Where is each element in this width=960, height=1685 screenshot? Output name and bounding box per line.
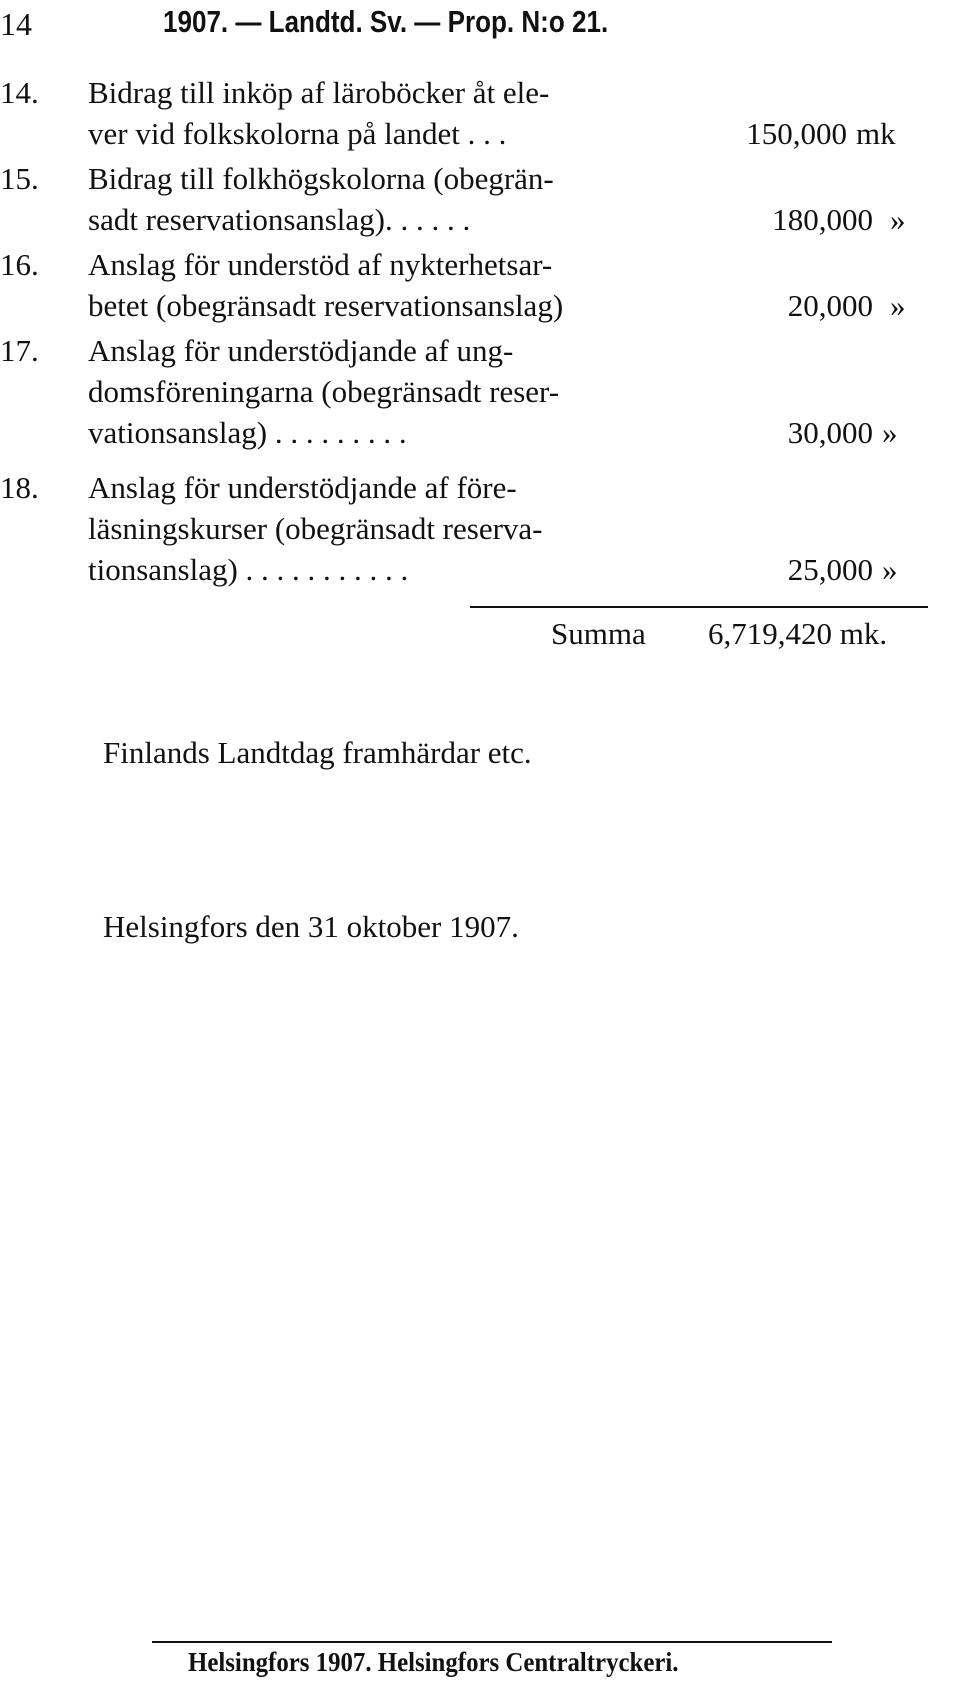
footer-rule — [152, 1641, 832, 1643]
item-text-line: sadt reservationsanslag). . . . . . — [88, 202, 471, 237]
item-number: 17. — [0, 333, 39, 368]
item-unit: mk — [856, 116, 896, 151]
sum-rule — [470, 606, 928, 608]
item-text-line: Anslag för understöd af nykterhetsar- — [88, 247, 553, 282]
item-amount: 30,000 — [787, 415, 873, 450]
item-unit: » — [882, 415, 898, 450]
list-item — [0, 244, 960, 326]
item-unit: » — [890, 202, 906, 237]
printer-imprint: Helsingfors 1907. Helsingfors Centraltryckeri. — [188, 1647, 679, 1677]
list-item — [0, 330, 960, 453]
item-unit: » — [890, 288, 906, 323]
item-text-line: Anslag för understödjande af ung- — [88, 333, 514, 368]
item-text-line: Bidrag till inköp af läroböcker åt ele- — [88, 75, 550, 110]
item-text-line: tionsanslag) . . . . . . . . . . . — [88, 552, 409, 587]
item-amount: 150,000 — [746, 116, 847, 151]
item-amount: 20,000 — [787, 288, 873, 323]
closing-formula: Finlands Landtdag framhärdar etc. — [103, 735, 532, 770]
list-item — [0, 467, 960, 590]
page-header — [0, 2, 960, 52]
item-amount: 25,000 — [787, 552, 873, 587]
item-text-line: domsföreningarna (obegränsadt reser- — [88, 374, 560, 409]
item-number: 16. — [0, 247, 39, 282]
item-number: 18. — [0, 470, 39, 505]
running-title: 1907. — Landtd. Sv. — Prop. N:o 21. — [163, 4, 609, 39]
page-number: 14 — [0, 6, 32, 42]
item-unit: » — [882, 552, 898, 587]
item-text-line: vationsanslag) . . . . . . . . . — [88, 415, 407, 450]
item-text-line: betet (obegränsadt reservationsanslag) — [88, 288, 564, 323]
item-number: 14. — [0, 75, 39, 110]
item-amount: 180,000 — [772, 202, 873, 237]
item-text-line: läsningskurser (obegränsadt reserva- — [88, 511, 543, 546]
list-item — [0, 158, 960, 240]
place-date: Helsingfors den 31 oktober 1907. — [103, 909, 519, 944]
summa-label: Summa — [551, 616, 646, 651]
item-text-line: ver vid folkskolorna på landet . . . — [88, 116, 507, 151]
list-item — [0, 72, 960, 154]
summa-value: 6,719,420 mk. — [708, 616, 888, 651]
item-number: 15. — [0, 161, 39, 196]
item-text-line: Bidrag till folkhögskolorna (obegrän- — [88, 161, 554, 196]
item-text-line: Anslag för understödjande af före- — [88, 470, 517, 505]
